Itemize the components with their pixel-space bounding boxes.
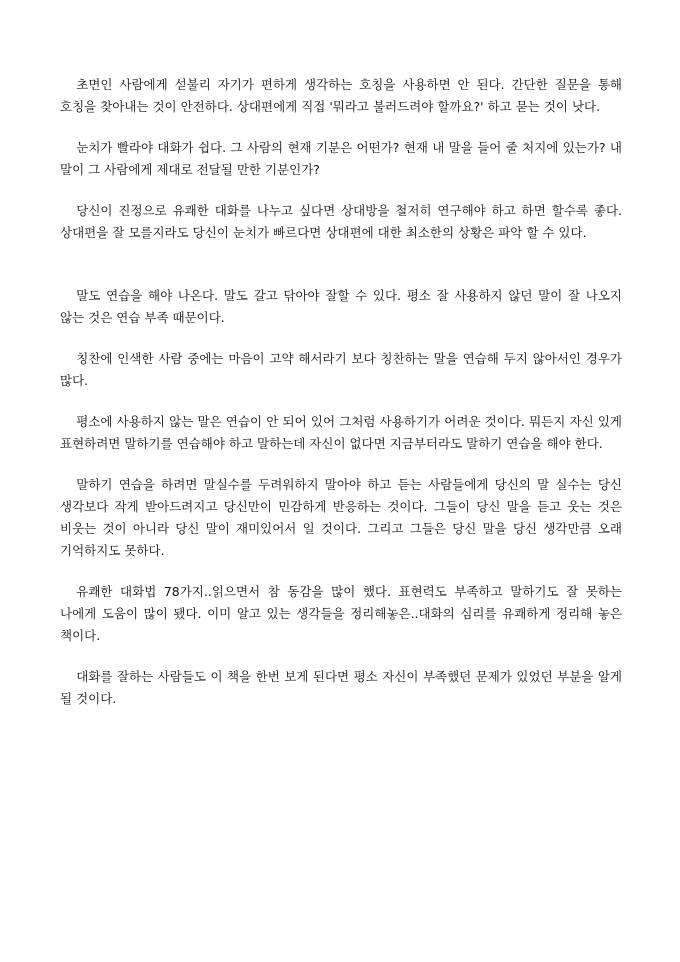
paragraph-spacer [60, 562, 622, 581]
paragraph-spacer [60, 647, 622, 666]
paragraph: 눈치가 빨라야 대화가 쉽다. 그 사람의 현재 기분은 어떤가? 현재 내 말을 들어 줄 처지에 있는가? 내 말이 그 사람에게 제대로 전달될 만한 기분인가? [60, 140, 622, 177]
paragraph: 말도 연습을 해야 나온다. 말도 갈고 닦아야 잘할 수 있다. 평소 잘 사용하지 않던 말이 잘 나오지 않는 것은 연습 부족 때문이다. [60, 288, 622, 325]
paragraph-spacer [60, 392, 622, 411]
paragraph: 칭찬에 인색한 사람 중에는 마음이 고약 해서라기 보다 칭찬하는 말을 연습해 두지 않아서인 경우가 많다. [60, 351, 622, 388]
paragraph: 대화를 잘하는 사람들도 이 책을 한번 보게 된다면 평소 자신이 부족했던 문제가 있었던 부분을 알게 될 것이다. [60, 669, 622, 706]
paragraph: 평소에 사용하지 않는 말은 연습이 안 되어 있어 그처럼 사용하기가 어려운 것이다. 뭐든지 자신 있게 표현하려면 말하기를 연습해야 하고 말하는데 자신이 없다면 지금부터라도 말하기 연습을 해야 한다. [60, 414, 622, 451]
paragraph-spacer [60, 329, 622, 348]
section-spacer [60, 244, 622, 285]
paragraph-spacer [60, 181, 622, 200]
paragraph-spacer [60, 455, 622, 474]
document-body [60, 74, 622, 710]
paragraph: 당신이 진정으로 유쾌한 대화를 나누고 싶다면 상대방을 철저히 연구해야 하고 하면 할수록 좋다. 상대편을 잘 모를지라도 당신이 눈치가 빠르다면 상대편에 대한 최소한의 상황은 파악 할 수 있다. [60, 203, 622, 240]
paragraph: 초면인 사람에게 섣불리 자기가 편하게 생각하는 호칭을 사용하면 안 된다. 간단한 질문을 통해 호칭을 찾아내는 것이 안전하다. 상대편에게 직접 '뭐라고 불러드려야 할까요?' 하고 묻는 것이 낫다. [60, 77, 622, 114]
paragraph: 유쾌한 대화법 78가지..읽으면서 참 동감을 많이 했다. 표현력도 부족하고 말하기도 잘 못하는 나에게 도움이 많이 됐다. 이미 알고 있는 생각들을 정리해놓은..대화의 심리를 유쾌하게 정리해 놓은 책이다. [60, 584, 622, 643]
paragraph-spacer [60, 118, 622, 137]
paragraph: 말하기 연습을 하려면 말실수를 두려워하지 말아야 하고 듣는 사람들에게 당신의 말 실수는 당신 생각보다 작게 받아드려지고 당신만이 민감하게 반응하는 것이다. 그들이 당신 말을 듣고 웃는 것은 비웃는 것이 아니라 당신 말이 재미있어서 일 것이다. 그리고 그들은 당신 말을 당신 생각만큼 오래 기억하지도 못하다. [60, 477, 622, 558]
